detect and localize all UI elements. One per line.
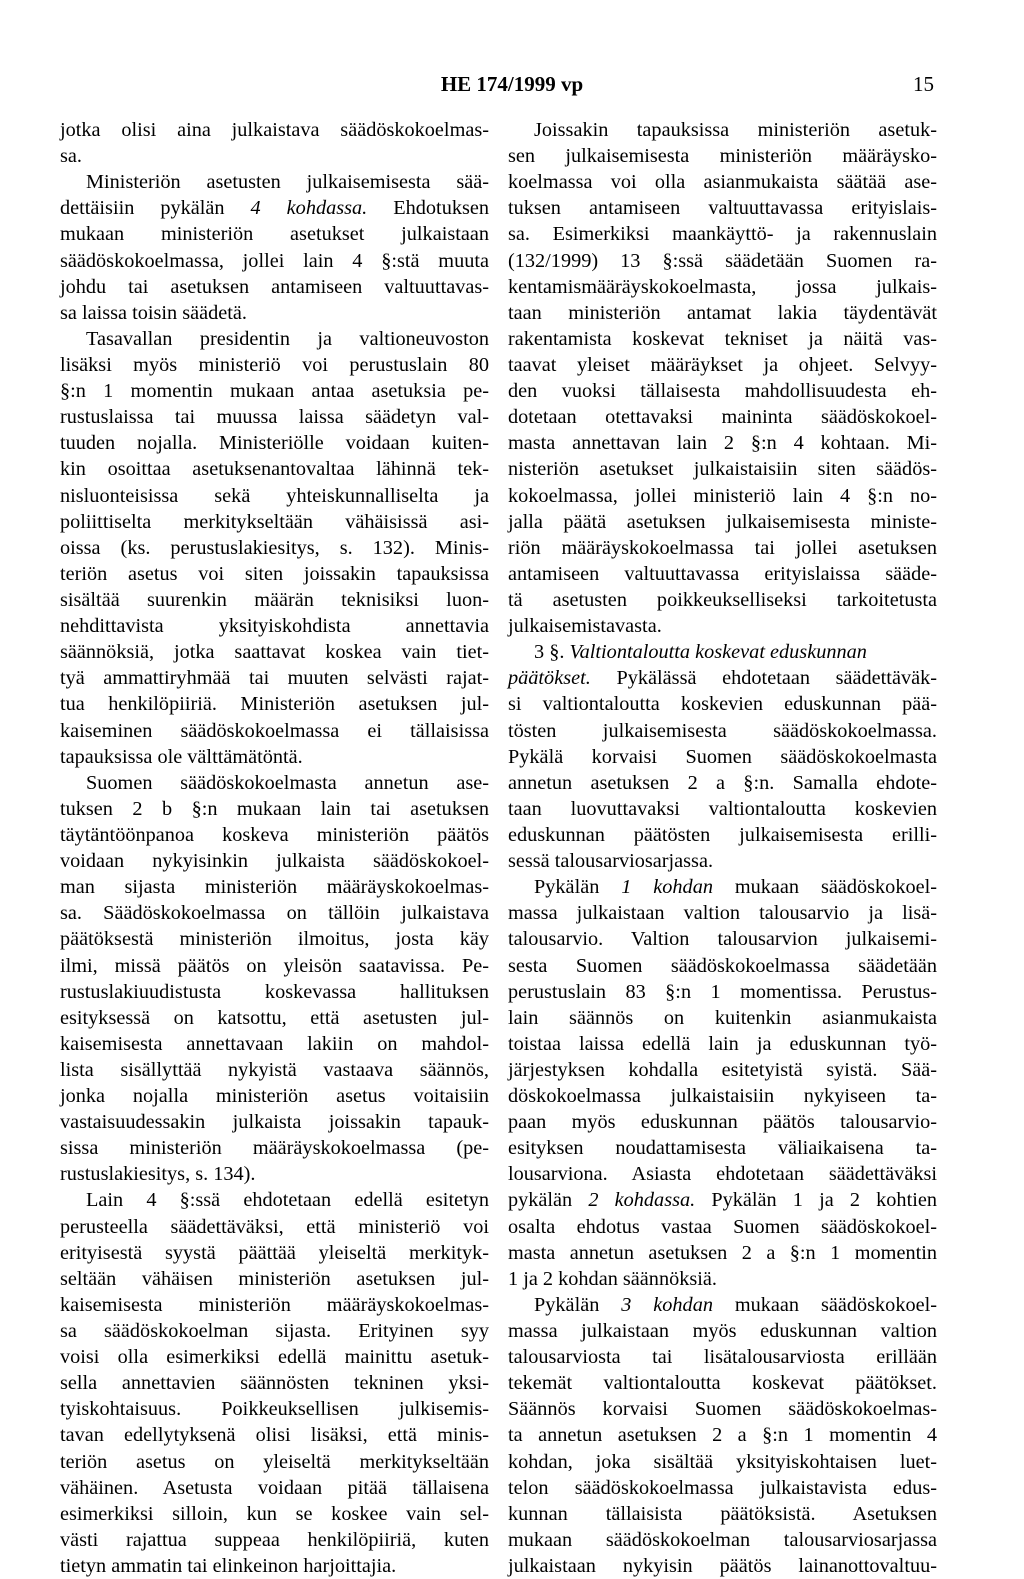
text-line: nisluonteisissa sekä yhteiskunnalliselta ja — [60, 484, 489, 507]
text-line: erityisestä syystä päättää yleiseltä merkityk- — [60, 1241, 489, 1264]
text-line: kentamismääräyskokoelmasta, jossa julkais- — [508, 275, 937, 298]
text-line: täytäntöönpanoa koskeva ministeriön päätös — [60, 823, 489, 846]
text-line: talousarvio. Valtion talousarvion julkaisemi- — [508, 928, 937, 951]
text-line: tavan edellytyksenä olisi lisäksi, että minis- — [60, 1424, 489, 1447]
text-line: sa. — [60, 145, 82, 168]
text-line: Pykälän 3 kohdan mukaan säädöskokoel- — [534, 1293, 937, 1316]
text-line: sa. Esimerkiksi maankäyttö- ja rakennuslain — [508, 223, 937, 246]
text-line: lista sisällyttää nykyistä vastaava säännös, — [60, 1058, 489, 1081]
text-line: si valtiontaloutta koskevien eduskunnan pää- — [508, 693, 937, 716]
text-line: lain säännös on kuitenkin asianmukaista — [508, 1006, 937, 1029]
right-text-column — [508, 117, 937, 1579]
text-line: teriön asetus voi siten joissakin tapauksissa — [60, 562, 489, 585]
text-line: päätöksestä ministeriön ilmoitus, josta käy — [60, 928, 489, 951]
text-line: 1 ja 2 kohdan säännöksiä. — [508, 1267, 717, 1290]
text-line: oissa (ks. perustuslakiesitys, s. 132). Minis- — [60, 536, 489, 559]
italic-text: 2 kohdassa. — [588, 1189, 696, 1212]
text-line: massa julkaistaan valtion talousarvio ja lisä- — [508, 902, 937, 925]
text-line: (132/1999) 13 §:ssä säädetään Suomen ra- — [508, 249, 937, 272]
text-line: mukaan säädöskokoelman talousarviosarjassa — [508, 1528, 937, 1551]
text-line: lousarviona. Asiasta ehdotetaan säädettäväksi — [508, 1163, 937, 1186]
text-line: eduskunnan päätösten julkaisemisesta erilli- — [508, 823, 937, 846]
text-line: taan luovuttavaksi valtiontaloutta koskevien — [508, 797, 937, 820]
text-line: den vuoksi tällaisesta mahdollisuudesta eh- — [508, 380, 937, 403]
text-line: tuksen antamiseen valtuuttavassa erityislais- — [508, 197, 937, 220]
text-line: masta annettavan lain 2 §:n 4 kohtaan. Mi- — [508, 432, 937, 455]
text-line: Säännös korvaisi Suomen säädöskokoelmas- — [508, 1398, 937, 1421]
text-line: tösten julkaisemisesta säädöskokoelmassa. — [508, 719, 937, 742]
text-line: päätökset. Pykälässä ehdotetaan säädettäväk- — [508, 667, 937, 690]
text-line: Suomen säädöskokoelmasta annetun ase- — [86, 771, 489, 794]
text-line: taavat yleiset määräykset ja ohjeet. Selvyy- — [508, 353, 937, 376]
text-line: nehdittavista yksityiskohdista annettavia — [60, 615, 489, 638]
text-line: rustuslaissa tai muussa laissa säädetyn val- — [60, 406, 489, 429]
text-line: kohdan, joka sisältää yksityiskohtaisen luet- — [508, 1450, 937, 1473]
text-line: julkaisemistavasta. — [508, 615, 662, 638]
text-line: voidaan nykyisinkin julkaista säädöskokoel- — [60, 850, 489, 873]
text-line: antamiseen valtuuttavassa erityislaissa sääde- — [508, 562, 937, 585]
text-line: massa julkaistaan myös eduskunnan valtion — [508, 1320, 937, 1343]
text-line: Lain 4 §:ssä ehdotetaan edellä esitetyn — [86, 1189, 489, 1212]
text-line: jonka nojalla ministeriön asetus voitaisiin — [60, 1085, 489, 1108]
text-line: tapauksissa ole välttämätöntä. — [60, 745, 303, 768]
text-line: sa säädöskokoelman sijasta. Erityinen syy — [60, 1320, 489, 1343]
text-line: man sijasta ministeriön määräyskokoelmas- — [60, 876, 489, 899]
text-line: perustuslain 83 §:n 1 momentissa. Perustus- — [508, 980, 937, 1003]
text-line: talousarviosta tai lisätalousarviosta erillään — [508, 1346, 937, 1369]
text-line: tyiskohtaisuus. Poikkeuksellisen julkisemis- — [60, 1398, 489, 1421]
text-line: masta annetun asetuksen 2 a §:n 1 momentin — [508, 1241, 937, 1264]
text-line: säännöksiä, jotka saattavat koskea vain tiet- — [60, 641, 489, 664]
text-line: kin osoittaa asetuksenantovaltaa lähinnä tek- — [60, 458, 489, 481]
text-line: sa. Säädöskokoelmassa on tällöin julkaistava — [60, 902, 489, 925]
text-line: tä asetusten poikkeukselliseksi tarkoitetusta — [508, 588, 937, 611]
text-line: tuuden nojalla. Ministeriölle voidaan kuiten- — [60, 432, 489, 455]
text-line: Pykälä korvaisi Suomen säädöskokoelmasta — [508, 745, 937, 768]
text-line: pykälän 2 kohdassa. Pykälän 1 ja 2 kohtien — [508, 1189, 937, 1212]
text-line: sisältää suurenkin määrän teknisiksi luon- — [60, 588, 489, 611]
italic-text: 1 kohdan — [621, 876, 713, 899]
text-line: paan myös eduskunnan päätös talousarvio- — [508, 1111, 937, 1134]
text-line: jotka olisi aina julkaistava säädöskokoelmas- — [60, 119, 489, 141]
text-line: koelmassa voi olla asianmukaista säätää ase- — [508, 171, 937, 194]
text-line: säädöskokoelmassa, jollei lain 4 §:stä muuta — [60, 249, 489, 272]
text-line: kaiseminen säädöskokoelmassa ei tällaisissa — [60, 719, 489, 742]
text-line: perusteella säädettäväksi, että ministeriö voi — [60, 1215, 489, 1238]
text-line: taan ministeriön antamat lakia täydentävät — [508, 301, 937, 324]
text-line: kokoelmassa, jollei ministeriö lain 4 §:n no- — [508, 484, 937, 507]
text-line: dettäisiin pykälän 4 kohdassa. Ehdotuksen — [60, 197, 490, 220]
text-line: esityksen noudattamisesta väliaikaisena ta- — [508, 1137, 937, 1160]
text-line: 3 §. Valtiontaloutta koskevat eduskunnan — [534, 641, 867, 664]
text-line: Joissakin tapauksissa ministeriön asetuk- — [534, 119, 937, 141]
text-line: teriön asetus on yleiseltä merkitykseltään — [60, 1450, 489, 1473]
text-line: sessä talousarviosarjassa. — [508, 850, 714, 873]
document-id: HE 174/1999 vp — [440, 72, 584, 96]
text-line: julkaistaan nykyisin päätös lainanottovaltuu- — [508, 1555, 937, 1578]
italic-text: Valtiontaloutta koskevat eduskunnan — [569, 641, 867, 664]
text-line: seltään vähäisen ministeriön asetuksen jul- — [60, 1267, 489, 1290]
text-line: esimerkiksi silloin, kun se koskee vain sel- — [60, 1502, 489, 1525]
text-line: vähäinen. Asetusta voidaan pitää tällaisena — [60, 1476, 489, 1499]
text-line: döskokoelmassa julkaistaisiin nykyiseen ta- — [508, 1085, 937, 1108]
text-line: Pykälän 1 kohdan mukaan säädöskokoel- — [534, 876, 937, 899]
left-text-column — [60, 117, 489, 1579]
text-line: rustuslakiuudistusta koskevassa hallituksen — [60, 980, 489, 1003]
text-line: telon säädöskokoelmassa julkaistavista edus- — [508, 1476, 937, 1499]
text-line: ta annetun asetuksen 2 a §:n 1 momentin 4 — [508, 1424, 937, 1447]
text-line: Ministeriön asetusten julkaisemisesta sää- — [86, 171, 489, 194]
page-header — [0, 72, 1024, 100]
text-line: johdu tai asetuksen antamiseen valtuuttavas- — [60, 275, 489, 298]
text-line: sissa ministeriön määräyskokoelmassa (pe- — [60, 1137, 489, 1160]
text-line: sa laissa toisin säädetä. — [60, 301, 247, 324]
text-line: poliittiselta merkitykseltään vähäisissä asi- — [60, 510, 489, 533]
text-line: nisteriön asetukset julkaistaisiin siten säädös- — [508, 458, 937, 481]
text-line: osalta ehdotus vastaa Suomen säädöskokoel- — [508, 1215, 937, 1238]
text-line: sesta Suomen säädöskokoelmassa säädetään — [508, 954, 937, 977]
text-line: kaisemisesta annettavaan lakiin on mahdol- — [60, 1032, 489, 1055]
text-line: toistaa laissa edellä lain ja eduskunnan työ- — [508, 1032, 937, 1055]
text-line: ilmi, missä päätös on yleisön saatavissa. Pe- — [60, 954, 489, 977]
text-line: lisäksi myös ministeriö voi perustuslain 80 — [60, 353, 489, 376]
text-line: rustuslakiesitys, s. 134). — [60, 1163, 256, 1186]
page-number: 15 — [913, 72, 934, 96]
italic-text: päätökset. — [508, 667, 591, 690]
text-line: sella annettavien säännösten tekninen yksi- — [60, 1372, 489, 1395]
text-line: västi rajattua suppeaa henkilöpiiriä, kuten — [60, 1528, 489, 1551]
text-line: kaisemisesta ministeriön määräyskokoelmas- — [60, 1293, 489, 1316]
text-line: annetun asetuksen 2 a §:n. Samalla ehdote- — [508, 771, 937, 794]
text-line: tyä ammattiryhmää tai muuten selvästi rajat- — [60, 667, 489, 690]
text-line: riön määräyskokoelmassa tai jollei asetuksen — [508, 536, 937, 559]
text-line: vastaisuudessakin julkaista joissakin tapauk- — [60, 1111, 489, 1134]
text-line: kunnan tällaisista päätöksistä. Asetuksen — [508, 1502, 937, 1525]
italic-text: 4 kohdassa. — [250, 197, 368, 220]
text-line: jalla päätä asetuksen julkaisemisesta ministe- — [508, 510, 937, 533]
text-line: voisi olla esimerkiksi edellä mainittu asetuk- — [60, 1346, 489, 1369]
text-line: tuksen 2 b §:n mukaan lain tai asetuksen — [60, 797, 489, 820]
text-line: dotetaan otettavaksi maininta säädöskokoel- — [508, 406, 937, 429]
text-line: sen julkaisemisesta ministeriön määräysko- — [508, 145, 937, 168]
text-line: §:n 1 momentin mukaan antaa asetuksia pe- — [60, 380, 489, 403]
text-line: esityksessä on katsottu, että asetusten jul- — [60, 1006, 489, 1029]
text-line: järjestyksen kohdalla esitetyistä syistä. Sää- — [508, 1058, 937, 1081]
text-line: Tasavallan presidentin ja valtioneuvoston — [86, 327, 489, 350]
text-line: tekemät valtiontaloutta koskevat päätökset. — [508, 1372, 937, 1395]
text-line: mukaan ministeriön asetukset julkaistaan — [60, 223, 489, 246]
text-line: tietyn ammatin tai elinkeinon harjoittajia. — [60, 1555, 397, 1578]
text-line: rakentamista koskevat tekniset ja näitä vas- — [508, 327, 937, 350]
text-line: tua henkilöpiiriä. Ministeriön asetuksen jul- — [60, 693, 489, 716]
italic-text: 3 kohdan — [621, 1293, 713, 1316]
